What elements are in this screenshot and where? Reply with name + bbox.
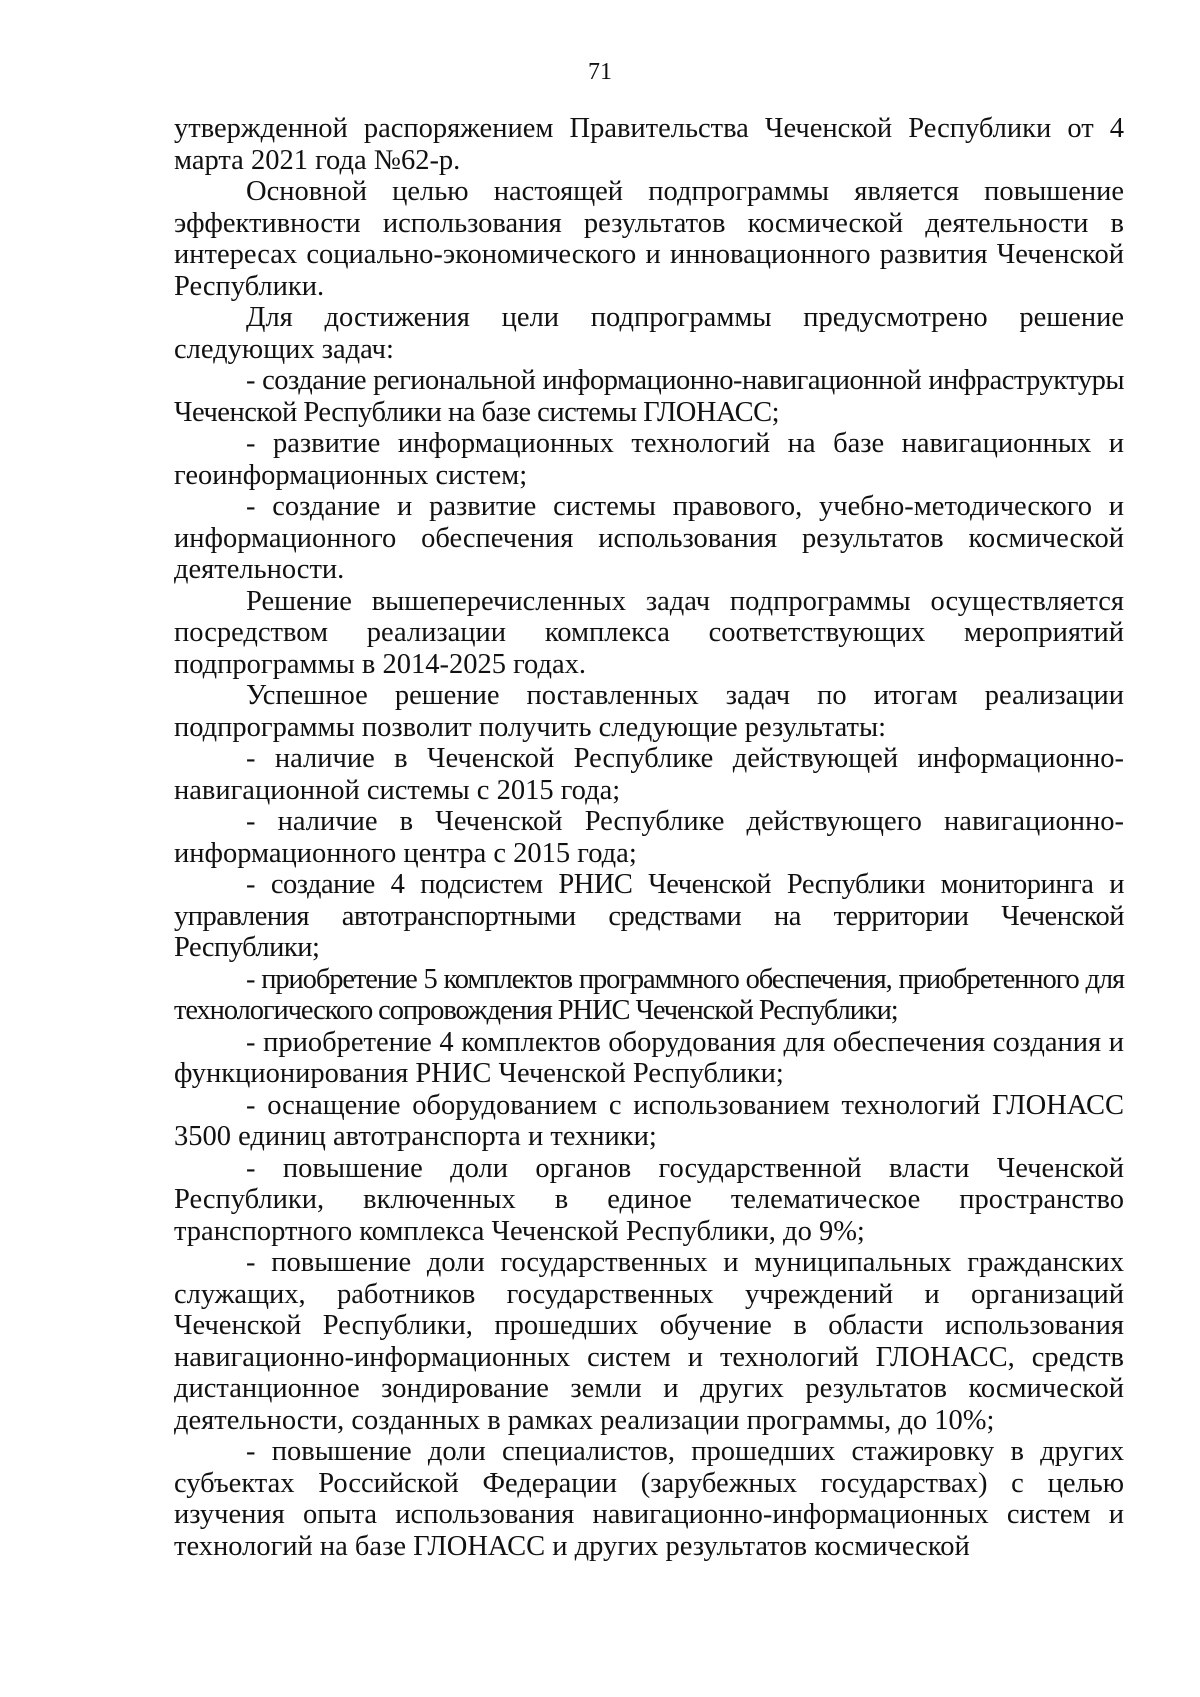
result-item: - приобретение 4 комплектов оборудования для обеспечения создания и функционирования РНИС Чеченской Республики; bbox=[174, 1026, 1124, 1089]
document-body bbox=[174, 113, 1124, 1562]
result-item: - оснащение оборудованием с использованием технологий ГЛОНАСС 3500 единиц автотранспорта и техники; bbox=[174, 1089, 1124, 1152]
task-item: - создание и развитие системы правового, учебно-методического и информационного обеспечения использования результатов космической деятельности. bbox=[174, 491, 1124, 585]
task-item: - развитие информационных технологий на базе навигационных и геоинформационных систем; bbox=[174, 428, 1124, 491]
result-item: - наличие в Чеченской Республике действующего навигационно-информационного центра с 2015 года; bbox=[174, 806, 1124, 869]
paragraph-measures: Решение вышеперечисленных задач подпрограммы осуществляется посредством реализации комплекса соответствующих мероприятий подпрограммы в 2014-2025 годах. bbox=[174, 585, 1124, 680]
result-item: - наличие в Чеченской Республике действующей информационно-навигационной системы с 2015 года; bbox=[174, 743, 1124, 806]
paragraph-goal: Основной целью настоящей подпрограммы является повышение эффективности использования результатов космической деятельности в интересах социально-экономического и инновационного развития Чеченской Республики. bbox=[174, 176, 1124, 302]
result-item: - создание 4 подсистем РНИС Чеченской Республики мониторинга и управления автотранспортными средствами на территории Чеченской Республики; bbox=[174, 869, 1124, 963]
paragraph-continuation: утвержденной распоряжением Правительства Чеченской Республики от 4 марта 2021 года №62-р. bbox=[174, 113, 1124, 176]
result-item: - повышение доли государственных и муниципальных гражданских служащих, работников государственных учреждений и организаций Чеченской Республики, прошедших обучение в области использования навигационно-информационных систем и технологий ГЛОНАСС, средств дистанционное зондирование земли и других результатов космической деятельности, созданных в рамках реализации программы, до 10%; bbox=[174, 1247, 1124, 1436]
page-number: 71 bbox=[588, 59, 612, 85]
paragraph-tasks-intro: Для достижения цели подпрограммы предусмотрено решение следующих задач: bbox=[174, 302, 1124, 365]
result-item: - повышение доли органов государственной власти Чеченской Республики, включенных в единое телематическое пространство транспортного комплекса Чеченской Республики, до 9%; bbox=[174, 1152, 1124, 1247]
paragraph-results-intro: Успешное решение поставленных задач по итогам реализации подпрограммы позволит получить следующие результаты: bbox=[174, 680, 1124, 743]
result-item: - повышение доли специалистов, прошедших стажировку в других субъектах Российской Федерации (зарубежных государствах) с целью изучения опыта использования навигационно-информационных систем и технологий на базе ГЛОНАСС и других результатов космической bbox=[174, 1436, 1124, 1562]
task-item: - создание региональной информационно-навигационной инфраструктуры Чеченской Республики на базе системы ГЛОНАСС; bbox=[174, 365, 1124, 428]
result-item: - приобретение 5 комплектов программного обеспечения, приобретенного для технологического сопровождения РНИС Чеченской Республики; bbox=[174, 963, 1124, 1026]
